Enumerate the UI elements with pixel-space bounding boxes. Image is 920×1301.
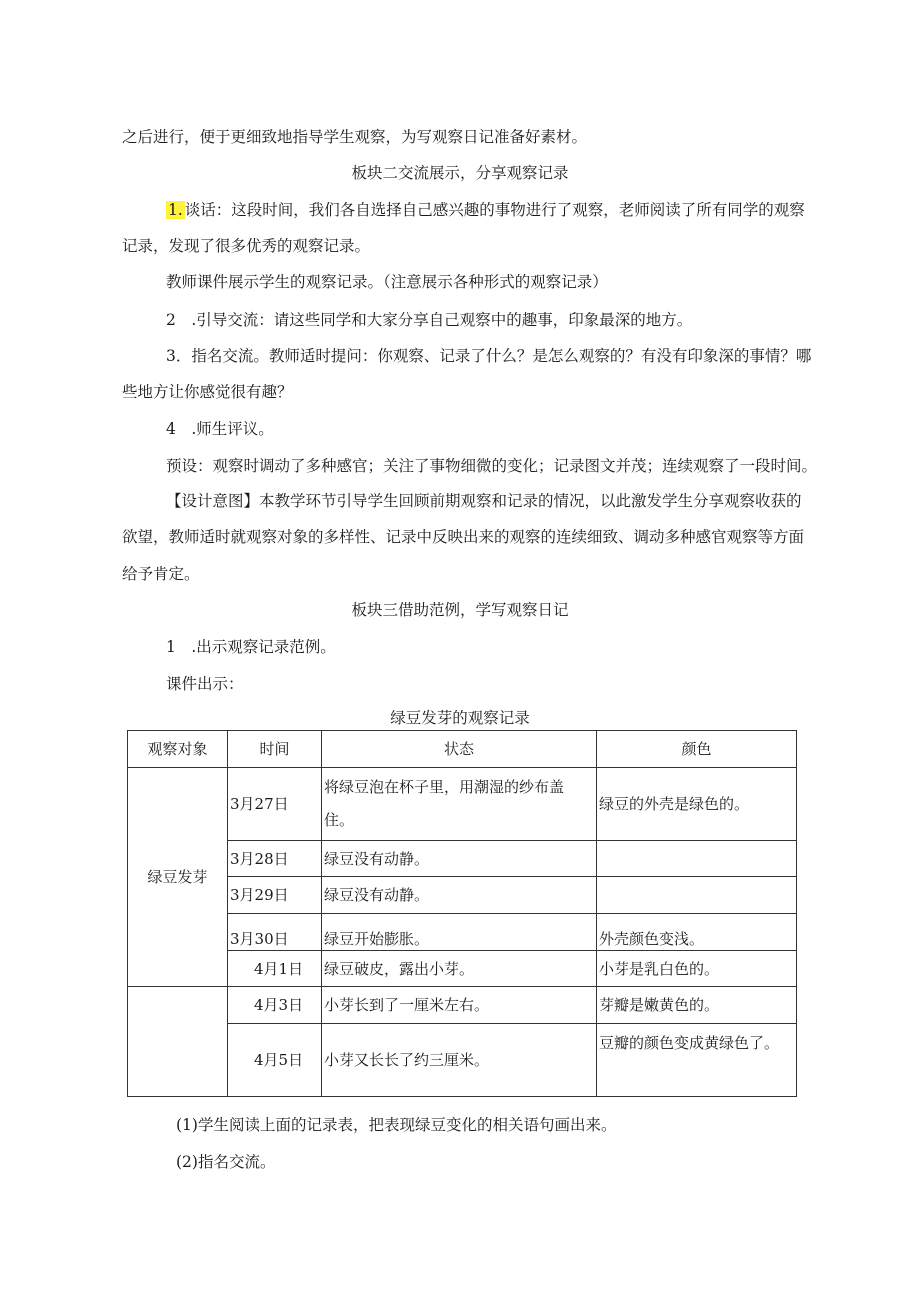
date-cell: 3月29日	[228, 877, 322, 914]
header-state: 状态	[322, 731, 597, 768]
color-cell: 小芽是乳白色的。	[597, 951, 797, 987]
teacher-show-text: 教师课件展示学生的观察记录。（注意展示各种形式的观察记录）	[166, 273, 608, 291]
design-intent-line-2: 欲望，教师适时就观察对象的多样性、记录中反映出来的观察的连续细致、调动多种感官观察等方面	[122, 528, 805, 546]
object-cell: 绿豆发芽	[128, 768, 228, 987]
color-cell: 绿豆的外壳是绿色的。	[597, 768, 797, 841]
header-color: 颜色	[597, 731, 797, 768]
item-1-line-2: 记录，发现了很多优秀的观察记录。	[122, 237, 371, 255]
state-cell: 绿豆开始膨胀。	[322, 914, 597, 951]
color-cell: 芽瓣是嫩黄色的。	[597, 987, 797, 1024]
state-cell: 小芽长到了一厘米左右。	[322, 987, 597, 1024]
item-3-line-1: 3．指名交流。教师适时提问：你观察、记录了什么？是怎么观察的？有没有印象深的事情？哪	[166, 347, 812, 365]
date-cell: 3月28日	[228, 841, 322, 877]
state-cell: 绿豆没有动静。	[322, 841, 597, 877]
color-cell: 豆瓣的颜色变成黄绿色了。	[597, 1024, 797, 1097]
item-1-line-1	[166, 200, 805, 220]
header-time: 时间	[228, 731, 322, 768]
courseware-label: 课件出示：	[166, 675, 244, 693]
color-cell	[597, 877, 797, 914]
table-row	[128, 841, 797, 877]
item-1-text: 谈话：这段时间，我们各自选择自己感兴趣的事物进行了观察，老师阅读了所有同学的观察	[184, 201, 805, 219]
date-cell: 3月27日	[228, 768, 322, 841]
state-line-2: 住。	[324, 811, 355, 829]
block3-item-1: 1 .出示观察记录范例。	[166, 638, 336, 656]
header-object: 观察对象	[128, 731, 228, 768]
section-heading-3: 板块三借助范例，学写观察日记	[351, 601, 569, 619]
color-cell	[597, 841, 797, 877]
table-row	[128, 951, 797, 987]
highlighted-number: 1.	[168, 201, 183, 219]
question-2: (2)指名交流。	[176, 1153, 276, 1171]
table-row	[128, 914, 797, 951]
design-intent-line-3: 给予肯定。	[122, 565, 200, 583]
observation-table	[127, 730, 797, 1097]
item-4: 4 .师生评议。	[166, 420, 274, 438]
color-cell: 外壳颜色变浅。	[597, 914, 797, 951]
section-heading-2: 板块二交流展示，分享观察记录	[351, 164, 569, 182]
date-cell: 4月1日	[228, 951, 322, 987]
table-row	[128, 1024, 797, 1097]
item-3-line-2: 些地方让你感觉很有趣？	[122, 383, 293, 401]
table-row	[128, 877, 797, 914]
state-cell: 小芽又长长了约三厘米。	[322, 1024, 597, 1097]
paragraph-intro: 之后进行，便于更细致地指导学生观察，为写观察日记准备好素材。	[122, 128, 588, 146]
table-row	[128, 987, 797, 1024]
date-cell: 4月5日	[228, 1024, 322, 1097]
preset-text: 预设：观察时调动了多种感官；关注了事物细微的变化；记录图文并茂；连续观察了一段时间。	[166, 457, 818, 475]
date-cell: 4月3日	[228, 987, 322, 1024]
state-cell: 绿豆没有动静。	[322, 877, 597, 914]
object-cell-empty	[128, 987, 228, 1097]
date-cell: 3月30日	[228, 914, 322, 951]
question-1: (1)学生阅读上面的记录表，把表现绿豆变化的相关语句画出来。	[176, 1116, 617, 1134]
item-2: 2 .引导交流：请这些同学和大家分享自己观察中的趣事，印象最深的地方。	[166, 311, 693, 329]
table-header-row	[128, 731, 797, 768]
table-row	[128, 768, 797, 841]
table-title: 绿豆发芽的观察记录	[390, 709, 530, 727]
design-intent-line-1: 【设计意图】本教学环节引导学生回顾前期观察和记录的情况，以此激发学生分享观察收获的	[166, 492, 802, 510]
state-cell: 绿豆破皮，露出小芽。	[322, 951, 597, 987]
state-line-1: 将绿豆泡在杯子里，用潮湿的纱布盖	[324, 778, 565, 796]
state-cell	[322, 768, 597, 841]
